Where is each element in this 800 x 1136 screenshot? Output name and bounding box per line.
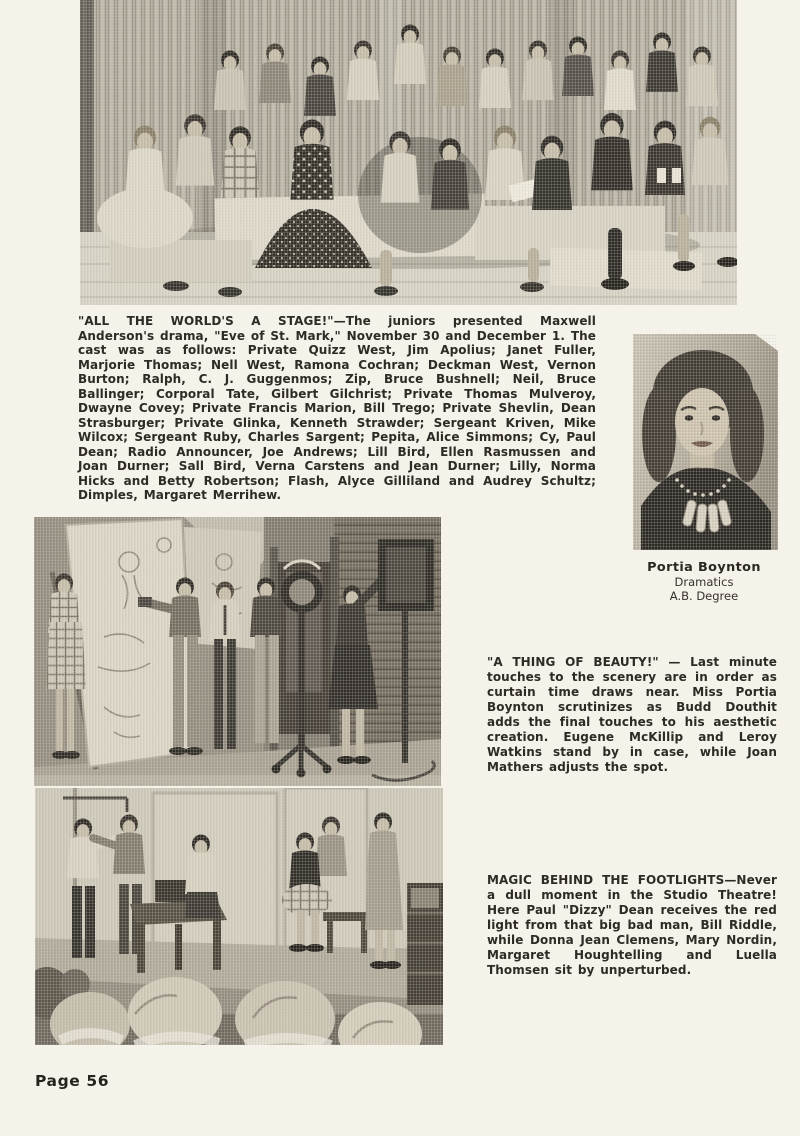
thing-of-beauty-caption: "A THING OF BEAUTY!" — Last minute touches to the scenery are in order as curtain time draws near. Miss Portia Boynton scrutinizes as Budd Douthit adds the final touches to his aesthetic creation. Eugene McKillip and Leroy Watkins stand by in case, while Joan Mathers adjusts the spot. [487, 655, 777, 774]
page-number: Page 56 [35, 1072, 110, 1090]
portrait-name: Portia Boynton [647, 560, 761, 575]
stage-group-illustration [80, 0, 737, 305]
portrait-degree: A.B. Degree [669, 589, 739, 603]
portrait-caption [618, 561, 790, 603]
portrait-illustration [633, 334, 778, 550]
stage-group-photo [80, 0, 737, 305]
portrait-subject: Dramatics [674, 575, 734, 589]
worlds-stage-caption: "ALL THE WORLD'S A STAGE!"—The juniors presented Maxwell Anderson's drama, "Eve of St. Mark," November 30 and December 1. The cast was as follows: Private Quizz West, Jim Apolius; Janet Fuller, Marjorie Thomas; Nell West, Ramona Cochran; Deckman West, Vernon Burton; Ralph, C. J. Guggenmos; Zip, Bruce Bushnell; Neil, Bruce Ballinger; Corporal Tate, Gilbert Gilchrist; Private Thomas Mulveroy, Dwayne Covey; Private Francis Marion, Bill Trego; Private Shevlin, Dean Strasburger; Private Glinka, Kenneth Strawder; Sergeant Kriven, Mike Wilcox; Sergeant Ruby, Charles Sargent; Pepita, Alice Simmons; Cy, Paul Dean; Radio Announcer, Joe Andrews; Lill Bird, Ellen Rasmussen and Joan Durner; Sall Bird, Verna Carstens and Jean Durner; Lilly, Norma Hicks and Betty Robertson; Flash, Alyce Gilliland and Audrey Schultz; Dimples, Margaret Merrihew. [78, 314, 596, 502]
scenery-illustration [34, 517, 441, 786]
bench [323, 912, 371, 921]
plaid-skirt [282, 884, 332, 916]
studio-illustration [35, 788, 443, 1045]
footlights-caption: MAGIC BEHIND THE FOOTLIGHTS—Never a dull moment in the Studio Theatre! Here Paul "Dizzy" Dean receives the red light from that big bad man, Bill Riddle, while Donna Jean Clemens, Mary Nordin, Margaret Houghtelling and Luella Thomsen sit by unperturbed. [487, 873, 777, 977]
portia-boynton-portrait [633, 334, 778, 550]
scenery-photo [34, 517, 441, 786]
studio-theatre-photo [35, 788, 443, 1045]
